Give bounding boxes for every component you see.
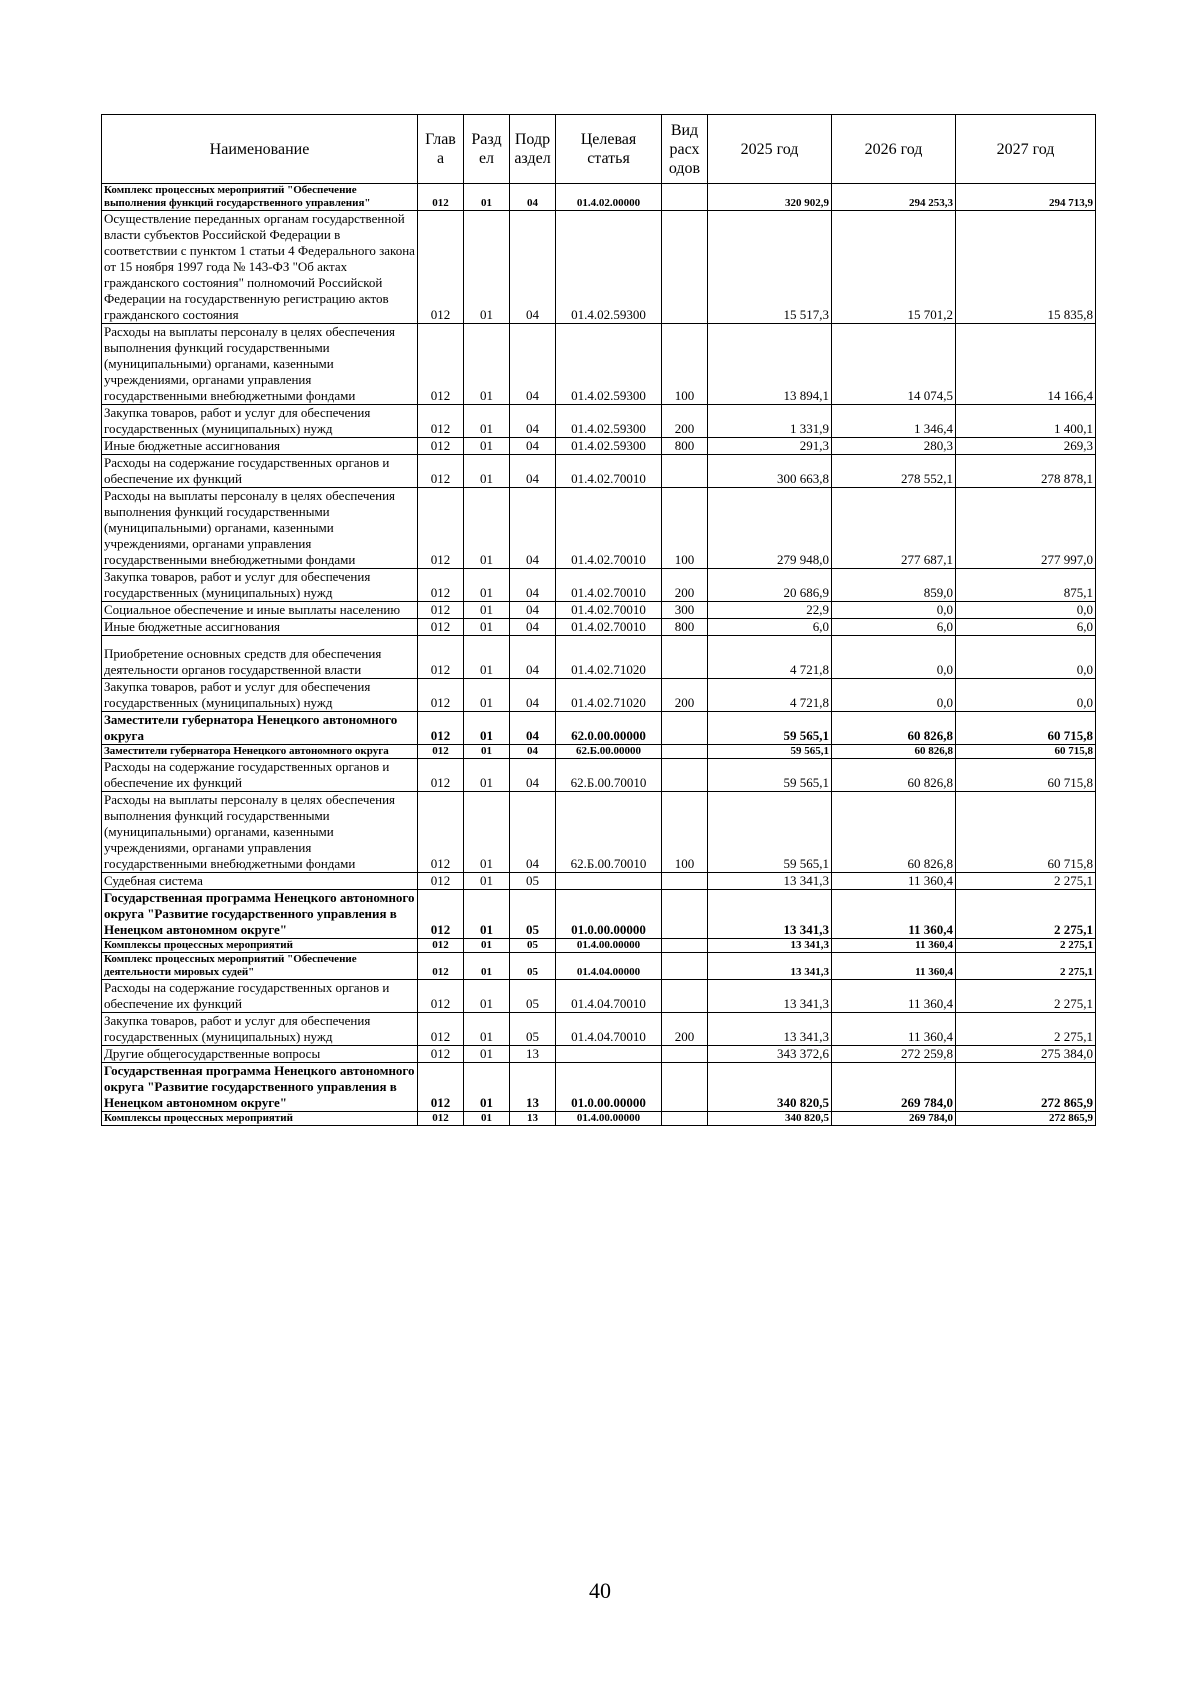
cell-2026: 859,0 — [832, 569, 956, 602]
cell-2027: 2 275,1 — [956, 890, 1096, 939]
cell-glava: 012 — [418, 939, 464, 953]
cell-razdel: 01 — [464, 455, 510, 488]
table-row — [102, 438, 1096, 455]
cell-2027: 60 715,8 — [956, 712, 1096, 745]
cell-2025: 59 565,1 — [708, 759, 832, 792]
cell-podrazdel: 04 — [510, 569, 556, 602]
cell-statya: 01.4.02.70010 — [556, 619, 662, 636]
cell-2026: 60 826,8 — [832, 759, 956, 792]
cell-statya: 01.4.02.70010 — [556, 455, 662, 488]
cell-name: Закупка товаров, работ и услуг для обеспечения государственных (муниципальных) нужд — [102, 569, 418, 602]
cell-razdel: 01 — [464, 184, 510, 211]
cell-2026: 1 346,4 — [832, 405, 956, 438]
cell-podrazdel: 04 — [510, 488, 556, 569]
cell-2025: 13 341,3 — [708, 980, 832, 1013]
cell-podrazdel: 05 — [510, 873, 556, 890]
cell-glava: 012 — [418, 1063, 464, 1112]
cell-razdel: 01 — [464, 1046, 510, 1063]
cell-statya — [556, 873, 662, 890]
cell-razdel: 01 — [464, 636, 510, 679]
cell-razdel: 01 — [464, 953, 510, 980]
cell-podrazdel: 04 — [510, 324, 556, 405]
cell-2027: 2 275,1 — [956, 1013, 1096, 1046]
cell-podrazdel: 04 — [510, 792, 556, 873]
cell-razdel: 01 — [464, 438, 510, 455]
cell-name: Расходы на выплаты персоналу в целях обеспечения выполнения функций государственными (муниципальными) органами, казенными учреждениями, органами управления государственными внебюджетными фондами — [102, 324, 418, 405]
cell-2025: 13 341,3 — [708, 873, 832, 890]
cell-2027: 60 715,8 — [956, 792, 1096, 873]
cell-glava: 012 — [418, 953, 464, 980]
cell-vid — [662, 1046, 708, 1063]
cell-vid — [662, 953, 708, 980]
cell-2025: 340 820,5 — [708, 1063, 832, 1112]
col-header-podrazdel: Подр аздел — [510, 115, 556, 184]
table-header-row — [102, 115, 1096, 184]
cell-2026: 11 360,4 — [832, 953, 956, 980]
cell-vid: 200 — [662, 569, 708, 602]
cell-statya: 01.4.02.70010 — [556, 569, 662, 602]
cell-glava: 012 — [418, 712, 464, 745]
table-row — [102, 873, 1096, 890]
table-row — [102, 953, 1096, 980]
cell-statya: 62.Б.00.70010 — [556, 792, 662, 873]
budget-table — [101, 114, 1096, 1126]
table-row — [102, 602, 1096, 619]
cell-2026: 11 360,4 — [832, 890, 956, 939]
cell-2027: 2 275,1 — [956, 873, 1096, 890]
cell-podrazdel: 04 — [510, 438, 556, 455]
cell-podrazdel: 04 — [510, 184, 556, 211]
cell-2026: 269 784,0 — [832, 1063, 956, 1112]
cell-name: Закупка товаров, работ и услуг для обеспечения государственных (муниципальных) нужд — [102, 679, 418, 712]
cell-razdel: 01 — [464, 488, 510, 569]
cell-glava: 012 — [418, 324, 464, 405]
cell-2027: 2 275,1 — [956, 939, 1096, 953]
cell-glava: 012 — [418, 1013, 464, 1046]
cell-2026: 0,0 — [832, 636, 956, 679]
cell-2025: 279 948,0 — [708, 488, 832, 569]
cell-podrazdel: 05 — [510, 953, 556, 980]
cell-2025: 13 341,3 — [708, 939, 832, 953]
cell-name: Комплексы процессных мероприятий — [102, 1112, 418, 1126]
cell-vid: 800 — [662, 619, 708, 636]
cell-statya: 01.4.00.00000 — [556, 1112, 662, 1126]
cell-2026: 11 360,4 — [832, 939, 956, 953]
cell-vid: 100 — [662, 324, 708, 405]
cell-2027: 272 865,9 — [956, 1112, 1096, 1126]
cell-2025: 59 565,1 — [708, 745, 832, 759]
cell-2026: 0,0 — [832, 679, 956, 712]
cell-2027: 269,3 — [956, 438, 1096, 455]
cell-2025: 291,3 — [708, 438, 832, 455]
cell-statya: 01.4.02.59300 — [556, 405, 662, 438]
table-row — [102, 980, 1096, 1013]
cell-2025: 59 565,1 — [708, 712, 832, 745]
cell-glava: 012 — [418, 759, 464, 792]
cell-2026: 11 360,4 — [832, 980, 956, 1013]
cell-podrazdel: 13 — [510, 1112, 556, 1126]
cell-glava: 012 — [418, 455, 464, 488]
cell-vid — [662, 890, 708, 939]
cell-razdel: 01 — [464, 873, 510, 890]
cell-2025: 6,0 — [708, 619, 832, 636]
cell-statya: 01.0.00.00000 — [556, 1063, 662, 1112]
cell-2025: 300 663,8 — [708, 455, 832, 488]
cell-vid: 300 — [662, 602, 708, 619]
table-row — [102, 569, 1096, 602]
cell-razdel: 01 — [464, 745, 510, 759]
cell-2027: 0,0 — [956, 636, 1096, 679]
cell-name: Закупка товаров, работ и услуг для обеспечения государственных (муниципальных) нужд — [102, 405, 418, 438]
cell-2026: 11 360,4 — [832, 873, 956, 890]
table-row — [102, 939, 1096, 953]
cell-2026: 294 253,3 — [832, 184, 956, 211]
cell-podrazdel: 04 — [510, 759, 556, 792]
cell-2026: 15 701,2 — [832, 211, 956, 324]
cell-2027: 1 400,1 — [956, 405, 1096, 438]
cell-2025: 4 721,8 — [708, 679, 832, 712]
table-row — [102, 1063, 1096, 1112]
cell-statya: 01.4.04.70010 — [556, 980, 662, 1013]
cell-podrazdel: 05 — [510, 980, 556, 1013]
cell-vid — [662, 745, 708, 759]
cell-razdel: 01 — [464, 211, 510, 324]
cell-statya: 01.4.00.00000 — [556, 939, 662, 953]
cell-razdel: 01 — [464, 1013, 510, 1046]
table-row — [102, 890, 1096, 939]
cell-vid: 100 — [662, 792, 708, 873]
cell-2027: 875,1 — [956, 569, 1096, 602]
cell-podrazdel: 04 — [510, 745, 556, 759]
cell-2027: 14 166,4 — [956, 324, 1096, 405]
cell-podrazdel: 04 — [510, 619, 556, 636]
cell-name: Заместители губернатора Ненецкого автономного округа — [102, 745, 418, 759]
cell-statya: 62.0.00.00000 — [556, 712, 662, 745]
cell-name: Расходы на выплаты персоналу в целях обеспечения выполнения функций государственными (муниципальными) органами, казенными учреждениями, органами управления государственными внебюджетными фондами — [102, 488, 418, 569]
cell-name: Комплекс процессных мероприятий "Обеспечение выполнения функций государственного управления" — [102, 184, 418, 211]
cell-2027: 15 835,8 — [956, 211, 1096, 324]
cell-vid — [662, 939, 708, 953]
cell-statya — [556, 1046, 662, 1063]
cell-vid: 200 — [662, 405, 708, 438]
table-row — [102, 759, 1096, 792]
cell-statya: 01.4.02.70010 — [556, 488, 662, 569]
cell-podrazdel: 13 — [510, 1063, 556, 1112]
cell-vid: 200 — [662, 1013, 708, 1046]
cell-razdel: 01 — [464, 712, 510, 745]
cell-statya: 01.4.02.00000 — [556, 184, 662, 211]
col-header-2027: 2027 год — [956, 115, 1096, 184]
cell-podrazdel: 04 — [510, 455, 556, 488]
table-row — [102, 745, 1096, 759]
cell-razdel: 01 — [464, 324, 510, 405]
cell-2025: 13 341,3 — [708, 890, 832, 939]
col-header-statya: Целевая статья — [556, 115, 662, 184]
cell-2025: 4 721,8 — [708, 636, 832, 679]
cell-2026: 278 552,1 — [832, 455, 956, 488]
cell-podrazdel: 04 — [510, 712, 556, 745]
table-row — [102, 455, 1096, 488]
cell-razdel: 01 — [464, 602, 510, 619]
cell-glava: 012 — [418, 619, 464, 636]
cell-2025: 13 341,3 — [708, 1013, 832, 1046]
cell-razdel: 01 — [464, 679, 510, 712]
table-row — [102, 184, 1096, 211]
col-header-glava: Глав а — [418, 115, 464, 184]
cell-podrazdel: 05 — [510, 890, 556, 939]
cell-2026: 277 687,1 — [832, 488, 956, 569]
cell-podrazdel: 04 — [510, 679, 556, 712]
cell-2026: 0,0 — [832, 602, 956, 619]
col-header-razdel: Разд ел — [464, 115, 510, 184]
cell-podrazdel: 05 — [510, 939, 556, 953]
table-row — [102, 1112, 1096, 1126]
cell-podrazdel: 04 — [510, 602, 556, 619]
table-row — [102, 1046, 1096, 1063]
cell-2025: 59 565,1 — [708, 792, 832, 873]
cell-name: Комплекс процессных мероприятий "Обеспечение деятельности мировых судей" — [102, 953, 418, 980]
table-row — [102, 324, 1096, 405]
cell-2027: 278 878,1 — [956, 455, 1096, 488]
cell-vid — [662, 1112, 708, 1126]
table-row — [102, 792, 1096, 873]
cell-name: Социальное обеспечение и иные выплаты населению — [102, 602, 418, 619]
cell-2026: 14 074,5 — [832, 324, 956, 405]
cell-podrazdel: 05 — [510, 1013, 556, 1046]
cell-vid — [662, 1063, 708, 1112]
cell-2026: 60 826,8 — [832, 745, 956, 759]
cell-glava: 012 — [418, 211, 464, 324]
cell-2025: 13 341,3 — [708, 953, 832, 980]
cell-statya: 01.4.02.71020 — [556, 636, 662, 679]
cell-glava: 012 — [418, 488, 464, 569]
cell-razdel: 01 — [464, 759, 510, 792]
cell-statya: 01.4.02.59300 — [556, 438, 662, 455]
cell-podrazdel: 04 — [510, 211, 556, 324]
cell-2027: 2 275,1 — [956, 980, 1096, 1013]
cell-2027: 277 997,0 — [956, 488, 1096, 569]
cell-2027: 60 715,8 — [956, 745, 1096, 759]
cell-name: Государственная программа Ненецкого автономного округа "Развитие государственного управления в Ненецком автономном округе" — [102, 890, 418, 939]
cell-glava: 012 — [418, 980, 464, 1013]
cell-2026: 269 784,0 — [832, 1112, 956, 1126]
cell-statya: 62.Б.00.70010 — [556, 759, 662, 792]
cell-vid — [662, 759, 708, 792]
cell-2025: 1 331,9 — [708, 405, 832, 438]
cell-glava: 012 — [418, 184, 464, 211]
cell-statya: 01.0.00.00000 — [556, 890, 662, 939]
cell-razdel: 01 — [464, 1063, 510, 1112]
cell-vid: 200 — [662, 679, 708, 712]
cell-vid — [662, 184, 708, 211]
cell-name: Заместители губернатора Ненецкого автономного округа — [102, 712, 418, 745]
col-header-2026: 2026 год — [832, 115, 956, 184]
cell-name: Осуществление переданных органам государственной власти субъектов Российской Федерации в соответствии с пунктом 1 статьи 4 Федерального закона от 15 ноября 1997 года № 143-ФЗ "Об актах гражданского состояния" полномочий Российской Федерации на государственную регистрацию актов гражданского состояния — [102, 211, 418, 324]
cell-vid — [662, 211, 708, 324]
cell-glava: 012 — [418, 438, 464, 455]
cell-2026: 6,0 — [832, 619, 956, 636]
cell-razdel: 01 — [464, 1112, 510, 1126]
cell-statya: 01.4.02.59300 — [556, 211, 662, 324]
cell-name: Комплексы процессных мероприятий — [102, 939, 418, 953]
cell-statya: 01.4.04.70010 — [556, 1013, 662, 1046]
cell-glava: 012 — [418, 405, 464, 438]
table-row — [102, 619, 1096, 636]
cell-2027: 2 275,1 — [956, 953, 1096, 980]
cell-2026: 11 360,4 — [832, 1013, 956, 1046]
cell-glava: 012 — [418, 890, 464, 939]
cell-2026: 280,3 — [832, 438, 956, 455]
cell-statya: 01.4.02.70010 — [556, 602, 662, 619]
cell-2026: 60 826,8 — [832, 792, 956, 873]
table-body — [102, 184, 1096, 1126]
cell-razdel: 01 — [464, 980, 510, 1013]
cell-glava: 012 — [418, 679, 464, 712]
cell-name: Закупка товаров, работ и услуг для обеспечения государственных (муниципальных) нужд — [102, 1013, 418, 1046]
cell-2025: 343 372,6 — [708, 1046, 832, 1063]
cell-2025: 22,9 — [708, 602, 832, 619]
cell-2027: 272 865,9 — [956, 1063, 1096, 1112]
cell-2025: 15 517,3 — [708, 211, 832, 324]
cell-glava: 012 — [418, 569, 464, 602]
cell-name: Расходы на выплаты персоналу в целях обеспечения выполнения функций государственными (муниципальными) органами, казенными учреждениями, органами управления государственными внебюджетными фондами — [102, 792, 418, 873]
cell-2025: 320 902,9 — [708, 184, 832, 211]
cell-2025: 13 894,1 — [708, 324, 832, 405]
cell-razdel: 01 — [464, 619, 510, 636]
cell-name: Иные бюджетные ассигнования — [102, 438, 418, 455]
cell-name: Расходы на содержание государственных органов и обеспечение их функций — [102, 455, 418, 488]
cell-glava: 012 — [418, 873, 464, 890]
cell-2027: 0,0 — [956, 602, 1096, 619]
cell-vid — [662, 873, 708, 890]
cell-2027: 0,0 — [956, 679, 1096, 712]
cell-2027: 60 715,8 — [956, 759, 1096, 792]
cell-2026: 60 826,8 — [832, 712, 956, 745]
cell-vid — [662, 455, 708, 488]
cell-2027: 275 384,0 — [956, 1046, 1096, 1063]
cell-name: Расходы на содержание государственных органов и обеспечение их функций — [102, 980, 418, 1013]
cell-name: Приобретение основных средств для обеспечения деятельности органов государственной власти — [102, 636, 418, 679]
cell-2025: 340 820,5 — [708, 1112, 832, 1126]
page-number: 40 — [589, 1578, 611, 1603]
cell-glava: 012 — [418, 602, 464, 619]
cell-2025: 20 686,9 — [708, 569, 832, 602]
col-header-vid: Вид расх одов — [662, 115, 708, 184]
cell-statya: 01.4.04.00000 — [556, 953, 662, 980]
cell-name: Судебная система — [102, 873, 418, 890]
table-row — [102, 679, 1096, 712]
cell-statya: 01.4.02.71020 — [556, 679, 662, 712]
cell-name: Расходы на содержание государственных органов и обеспечение их функций — [102, 759, 418, 792]
col-header-name: Наименование — [102, 115, 418, 184]
cell-statya: 01.4.02.59300 — [556, 324, 662, 405]
table-row — [102, 211, 1096, 324]
cell-podrazdel: 04 — [510, 636, 556, 679]
cell-razdel: 01 — [464, 569, 510, 602]
cell-name: Государственная программа Ненецкого автономного округа "Развитие государственного управления в Ненецком автономном округе" — [102, 1063, 418, 1112]
cell-2026: 272 259,8 — [832, 1046, 956, 1063]
cell-razdel: 01 — [464, 792, 510, 873]
cell-razdel: 01 — [464, 405, 510, 438]
cell-razdel: 01 — [464, 890, 510, 939]
cell-glava: 012 — [418, 636, 464, 679]
cell-2027: 6,0 — [956, 619, 1096, 636]
cell-vid — [662, 980, 708, 1013]
table-row — [102, 488, 1096, 569]
cell-podrazdel: 04 — [510, 405, 556, 438]
cell-vid — [662, 636, 708, 679]
cell-vid — [662, 712, 708, 745]
cell-razdel: 01 — [464, 939, 510, 953]
cell-2027: 294 713,9 — [956, 184, 1096, 211]
cell-glava: 012 — [418, 1046, 464, 1063]
col-header-2025: 2025 год — [708, 115, 832, 184]
cell-glava: 012 — [418, 792, 464, 873]
cell-name: Иные бюджетные ассигнования — [102, 619, 418, 636]
cell-vid: 800 — [662, 438, 708, 455]
table-row — [102, 1013, 1096, 1046]
table-row — [102, 712, 1096, 745]
table-row — [102, 636, 1096, 679]
cell-glava: 012 — [418, 745, 464, 759]
table-row — [102, 405, 1096, 438]
cell-statya: 62.Б.00.00000 — [556, 745, 662, 759]
cell-glava: 012 — [418, 1112, 464, 1126]
cell-vid: 100 — [662, 488, 708, 569]
cell-name: Другие общегосударственные вопросы — [102, 1046, 418, 1063]
cell-podrazdel: 13 — [510, 1046, 556, 1063]
